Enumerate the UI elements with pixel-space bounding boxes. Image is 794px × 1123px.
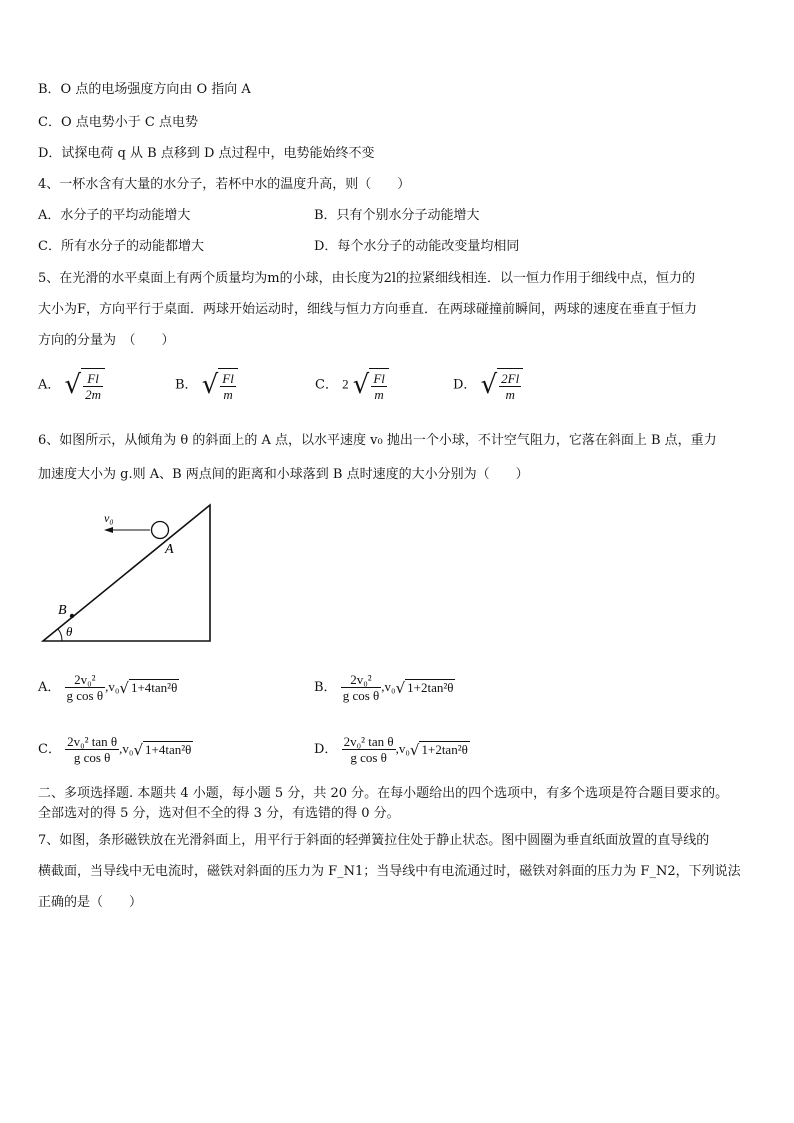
q6-option-c-frac [65, 734, 119, 765]
q4-option-c: C．所有水分子的动能都增大 [38, 239, 204, 254]
q5-option-b-num: Fl [222, 370, 234, 386]
q5-option-a-num: Fl [83, 371, 103, 387]
q5-option-c-label: C． [315, 377, 338, 393]
q6-option-c-v0: ,v₀ [119, 741, 134, 756]
q5-option-d [453, 368, 523, 402]
q5-option-a [38, 368, 105, 402]
fig-label-a: A [165, 542, 174, 557]
q6-option-d-num: 2v₀² tan θ [343, 734, 394, 749]
q5-stem-line-1: 5、在光滑的水平桌面上有两个质量均为m的小球，由长度为2l的拉紧细线相连．以一恒力作用于细线中点，恒力的 [38, 271, 696, 286]
q6-stem-line-2: 加速度大小为 g.则 A、B 两点间的距离和小球落到 B 点时速度的大小分别为（ ） [38, 467, 529, 482]
q6-option-d-frac [342, 734, 396, 765]
fig-label-b: B [58, 603, 67, 618]
angle-arc [58, 629, 62, 641]
q4-option-b: B．只有个别水分子动能增大 [314, 208, 480, 223]
q6-stem-line-1: 6、如图所示，从倾角为 θ 的斜面上的 A 点，以水平速度 v₀ 抛出一个小球，不计空气阻力，它落在斜面上 B 点，重力 [38, 433, 717, 448]
q6-option-c-num: 2v₀² tan θ [67, 734, 118, 749]
q5-option-b-label: B． [175, 377, 198, 393]
q6-option-a-tail: 1+4tan²θ [130, 680, 178, 695]
point-b-dot [70, 614, 74, 618]
q6-option-b-frac [341, 672, 382, 703]
q3-option-d: D．试探电荷 q 从 B 点移到 D 点过程中，电势能始终不变 [38, 146, 375, 161]
q6-option-c-sqrt: √ 1+4tan²θ [133, 740, 192, 759]
q7-stem-line-1: 7、如图，条形磁铁放在光滑斜面上，用平行于斜面的轻弹簧拉住处于静止状态。图中圆圈为垂直纸面放置的直导线的 [38, 833, 710, 848]
q5-option-a-den: 2m [85, 386, 101, 402]
q6-option-b-v0: ,v₀ [381, 679, 396, 694]
q5-option-d-sqrt: √ $\frac{2Fl}{m}$ [481, 368, 524, 402]
q5-option-a-label: A． [38, 377, 61, 393]
q6-option-a-frac [65, 672, 106, 703]
q5-option-c-den: m [374, 386, 384, 402]
q6-option-d-tail: 1+2tan²θ [421, 742, 468, 757]
q5-option-b-sqrt: √ $\frac{Fl}{m}$ [202, 368, 238, 402]
q6-option-b-sqrt: √ 1+2tan²θ [395, 678, 454, 697]
q6-option-b-tail: 1+2tan²θ [407, 680, 454, 695]
q5-stem-line-2: 大小为F，方向平行于桌面．两球开始运动时，细线与恒力方向垂直．在两球碰撞前瞬间，两球的速度在垂直于恒力 [38, 302, 698, 317]
q6-option-c-den: g cos θ [73, 750, 111, 765]
q6-option-a-v0: ,v₀ [105, 679, 120, 694]
q7-stem-line-3: 正确的是（ ） [38, 895, 143, 910]
q5-option-b [175, 368, 238, 402]
q4-option-d: D．每个水分子的动能改变量均相同 [314, 239, 520, 254]
q6-option-d-den: g cos θ [350, 750, 387, 765]
q6-option-b-den: g cos θ [342, 688, 380, 703]
fig-label-theta: θ [66, 624, 73, 639]
q6-option-a-label: A． [38, 680, 61, 695]
q6-option-a-sqrt: √ 1+4tan²θ [119, 678, 178, 697]
q7-stem-line-2: 横截面，当导线中无电流时，磁铁对斜面的压力为 F_N1；当导线中有电流通过时，磁铁对斜面的压力为 F_N2，下列说法 [38, 864, 741, 879]
q5-option-c-sqrt: √ $\frac{Fl}{m}$ [353, 368, 389, 402]
section-2-heading-line-2: 全部选对的得 5 分，选对但不全的得 3 分，有选错的得 0 分。 [38, 806, 400, 821]
q6-option-d-sqrt: √ 1+2tan²θ [409, 740, 468, 759]
q6-option-a-den: g cos θ [66, 688, 104, 703]
ball-icon [152, 522, 169, 539]
arrow-head-icon [104, 527, 113, 533]
q3-option-c: C．O 点电势小于 C 点电势 [38, 115, 198, 130]
section-2-heading-line-1: 二、多项选择题. 本题共 4 小题，每小题 5 分，共 20 分。在每小题给出的四个选项中，有多个选项是符合题目要求的。 [38, 786, 729, 801]
q5-option-d-num: 2Fl [501, 370, 520, 386]
q6-option-d-label: D． [314, 742, 338, 757]
q5-option-d-label: D． [453, 377, 477, 393]
q4-option-a: A．水分子的平均动能增大 [38, 208, 191, 223]
q6-option-b-num: 2v₀² [341, 672, 382, 688]
q6-option-b-label: B． [314, 680, 337, 695]
q5-option-b-den: m [223, 386, 233, 402]
q5-option-c-num: Fl [373, 370, 385, 386]
q4-stem: 4、一杯水含有大量的水分子，若杯中水的温度升高，则（ ） [38, 177, 411, 192]
incline-figure [38, 500, 238, 650]
q5-stem-line-3: 方向的分量为 （ ） [38, 333, 175, 348]
q6-option-b [314, 672, 455, 703]
q5-option-a-sqrt: √ $\frac{Fl}{2m}$ [65, 368, 105, 402]
incline-triangle [43, 505, 210, 641]
q6-option-a-num: 2v₀² [65, 672, 106, 688]
q5-option-c-coef: 2 [342, 376, 349, 392]
q6-option-d [314, 734, 470, 765]
q3-option-b: B．O 点的电场强度方向由 O 指向 A [38, 82, 251, 97]
q6-option-c-label: C． [38, 742, 61, 757]
q6-option-c [38, 734, 193, 765]
q5-option-d-den: m [505, 386, 515, 402]
fig-label-v0: v₀ [104, 511, 114, 525]
q5-option-c [315, 368, 389, 402]
q6-option-a [38, 672, 179, 703]
q6-option-c-tail: 1+4tan²θ [145, 742, 192, 757]
q6-option-d-v0: ,v₀ [395, 741, 410, 756]
